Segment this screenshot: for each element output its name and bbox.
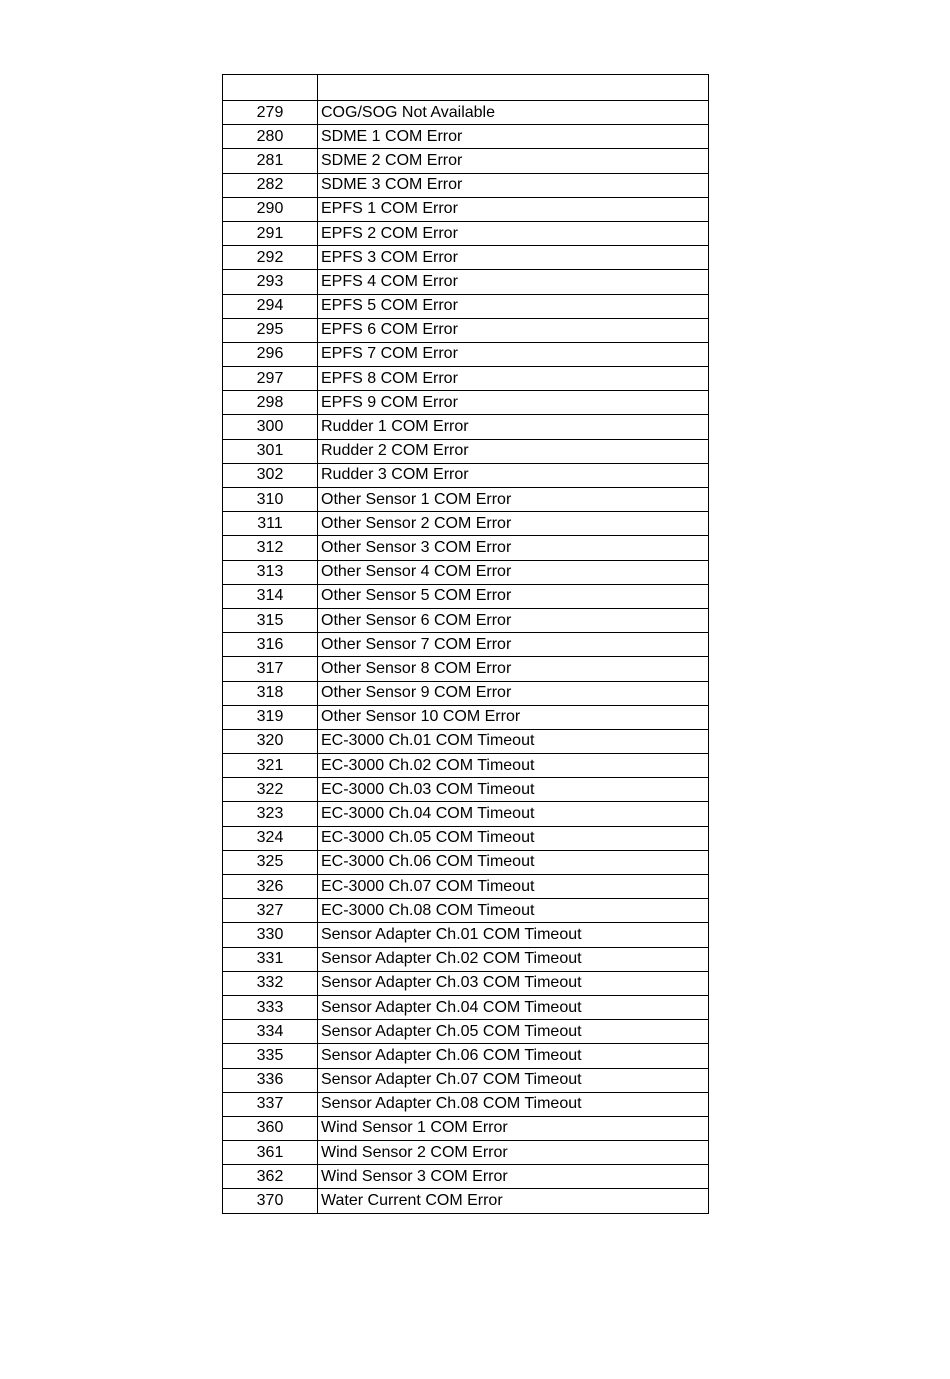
code-cell: 279 [223, 101, 318, 125]
table-row [223, 221, 709, 245]
table-row [223, 512, 709, 536]
code-cell: 300 [223, 415, 318, 439]
code-cell: 337 [223, 1092, 318, 1116]
description-cell: Rudder 2 COM Error [318, 439, 709, 463]
table-row [223, 463, 709, 487]
description-cell: EC-3000 Ch.08 COM Timeout [318, 899, 709, 923]
table-row [223, 415, 709, 439]
description-cell: Rudder 1 COM Error [318, 415, 709, 439]
table-header-row [223, 75, 709, 101]
code-cell: 335 [223, 1044, 318, 1068]
code-cell: 322 [223, 778, 318, 802]
alarm-code-table-body [223, 75, 709, 1214]
code-cell: 319 [223, 705, 318, 729]
code-cell: 362 [223, 1165, 318, 1189]
description-cell: Other Sensor 6 COM Error [318, 608, 709, 632]
description-cell: Water Current COM Error [318, 1189, 709, 1213]
table-row [223, 318, 709, 342]
alarm-code-table [222, 74, 709, 1214]
table-row [223, 923, 709, 947]
code-cell: 294 [223, 294, 318, 318]
table-row [223, 875, 709, 899]
code-cell: 297 [223, 367, 318, 391]
description-cell: EC-3000 Ch.07 COM Timeout [318, 875, 709, 899]
code-cell: 302 [223, 463, 318, 487]
code-cell: 313 [223, 560, 318, 584]
code-cell: 298 [223, 391, 318, 415]
description-cell: Other Sensor 1 COM Error [318, 488, 709, 512]
table-row [223, 657, 709, 681]
table-row [223, 826, 709, 850]
table-row [223, 778, 709, 802]
table-row [223, 802, 709, 826]
table-row [223, 971, 709, 995]
code-cell: 327 [223, 899, 318, 923]
header-code-cell [223, 75, 318, 101]
table-row [223, 1068, 709, 1092]
table-row [223, 488, 709, 512]
table-row [223, 1141, 709, 1165]
code-cell: 324 [223, 826, 318, 850]
code-cell: 295 [223, 318, 318, 342]
table-row [223, 1092, 709, 1116]
code-cell: 330 [223, 923, 318, 947]
table-row [223, 560, 709, 584]
description-cell: EC-3000 Ch.05 COM Timeout [318, 826, 709, 850]
description-cell: EPFS 3 COM Error [318, 246, 709, 270]
description-cell: Sensor Adapter Ch.03 COM Timeout [318, 971, 709, 995]
description-cell: Sensor Adapter Ch.04 COM Timeout [318, 995, 709, 1019]
table-row [223, 729, 709, 753]
description-cell: EPFS 8 COM Error [318, 367, 709, 391]
description-cell: SDME 1 COM Error [318, 125, 709, 149]
table-row [223, 246, 709, 270]
table-row [223, 125, 709, 149]
table-row [223, 101, 709, 125]
code-cell: 326 [223, 875, 318, 899]
description-cell: SDME 2 COM Error [318, 149, 709, 173]
code-cell: 280 [223, 125, 318, 149]
table-row [223, 197, 709, 221]
code-cell: 281 [223, 149, 318, 173]
description-cell: EPFS 1 COM Error [318, 197, 709, 221]
code-cell: 321 [223, 754, 318, 778]
description-cell: Other Sensor 7 COM Error [318, 633, 709, 657]
code-cell: 310 [223, 488, 318, 512]
table-row [223, 1189, 709, 1213]
table-row [223, 1044, 709, 1068]
description-cell: Other Sensor 4 COM Error [318, 560, 709, 584]
description-cell: Sensor Adapter Ch.08 COM Timeout [318, 1092, 709, 1116]
table-row [223, 995, 709, 1019]
description-cell: EPFS 4 COM Error [318, 270, 709, 294]
code-cell: 361 [223, 1141, 318, 1165]
description-cell: Other Sensor 5 COM Error [318, 584, 709, 608]
table-row [223, 391, 709, 415]
code-cell: 316 [223, 633, 318, 657]
description-cell: EC-3000 Ch.04 COM Timeout [318, 802, 709, 826]
table-row [223, 681, 709, 705]
description-cell: Wind Sensor 1 COM Error [318, 1116, 709, 1140]
table-row [223, 584, 709, 608]
description-cell: Sensor Adapter Ch.01 COM Timeout [318, 923, 709, 947]
code-cell: 301 [223, 439, 318, 463]
table-row [223, 536, 709, 560]
table-row [223, 439, 709, 463]
table-row [223, 342, 709, 366]
description-cell: Sensor Adapter Ch.02 COM Timeout [318, 947, 709, 971]
description-cell: EC-3000 Ch.06 COM Timeout [318, 850, 709, 874]
table-row [223, 367, 709, 391]
code-cell: 293 [223, 270, 318, 294]
description-cell: Other Sensor 10 COM Error [318, 705, 709, 729]
code-cell: 315 [223, 608, 318, 632]
table-row [223, 608, 709, 632]
code-cell: 320 [223, 729, 318, 753]
table-row [223, 899, 709, 923]
code-cell: 318 [223, 681, 318, 705]
description-cell: EPFS 9 COM Error [318, 391, 709, 415]
description-cell: EPFS 6 COM Error [318, 318, 709, 342]
description-cell: EPFS 7 COM Error [318, 342, 709, 366]
description-cell: Other Sensor 9 COM Error [318, 681, 709, 705]
code-cell: 292 [223, 246, 318, 270]
code-cell: 332 [223, 971, 318, 995]
description-cell: EPFS 5 COM Error [318, 294, 709, 318]
description-cell: EC-3000 Ch.01 COM Timeout [318, 729, 709, 753]
code-cell: 331 [223, 947, 318, 971]
description-cell: Other Sensor 8 COM Error [318, 657, 709, 681]
table-row [223, 633, 709, 657]
description-cell: COG/SOG Not Available [318, 101, 709, 125]
description-cell: EC-3000 Ch.03 COM Timeout [318, 778, 709, 802]
code-cell: 290 [223, 197, 318, 221]
table-row [223, 1165, 709, 1189]
code-cell: 282 [223, 173, 318, 197]
table-row [223, 294, 709, 318]
table-row [223, 149, 709, 173]
code-cell: 323 [223, 802, 318, 826]
description-cell: Other Sensor 2 COM Error [318, 512, 709, 536]
description-cell: EC-3000 Ch.02 COM Timeout [318, 754, 709, 778]
table-row [223, 1116, 709, 1140]
description-cell: Wind Sensor 3 COM Error [318, 1165, 709, 1189]
code-cell: 296 [223, 342, 318, 366]
code-cell: 360 [223, 1116, 318, 1140]
code-cell: 333 [223, 995, 318, 1019]
code-cell: 312 [223, 536, 318, 560]
description-cell: Sensor Adapter Ch.06 COM Timeout [318, 1044, 709, 1068]
code-cell: 314 [223, 584, 318, 608]
table-row [223, 947, 709, 971]
code-cell: 291 [223, 221, 318, 245]
code-cell: 317 [223, 657, 318, 681]
table-row [223, 754, 709, 778]
description-cell: Wind Sensor 2 COM Error [318, 1141, 709, 1165]
description-cell: Rudder 3 COM Error [318, 463, 709, 487]
description-cell: SDME 3 COM Error [318, 173, 709, 197]
description-cell: Sensor Adapter Ch.05 COM Timeout [318, 1020, 709, 1044]
description-cell: EPFS 2 COM Error [318, 221, 709, 245]
code-cell: 336 [223, 1068, 318, 1092]
table-row [223, 270, 709, 294]
description-cell: Other Sensor 3 COM Error [318, 536, 709, 560]
code-cell: 370 [223, 1189, 318, 1213]
header-description-cell [318, 75, 709, 101]
table-row [223, 850, 709, 874]
code-cell: 325 [223, 850, 318, 874]
table-row [223, 705, 709, 729]
description-cell: Sensor Adapter Ch.07 COM Timeout [318, 1068, 709, 1092]
table-row [223, 173, 709, 197]
code-cell: 334 [223, 1020, 318, 1044]
code-cell: 311 [223, 512, 318, 536]
table-row [223, 1020, 709, 1044]
